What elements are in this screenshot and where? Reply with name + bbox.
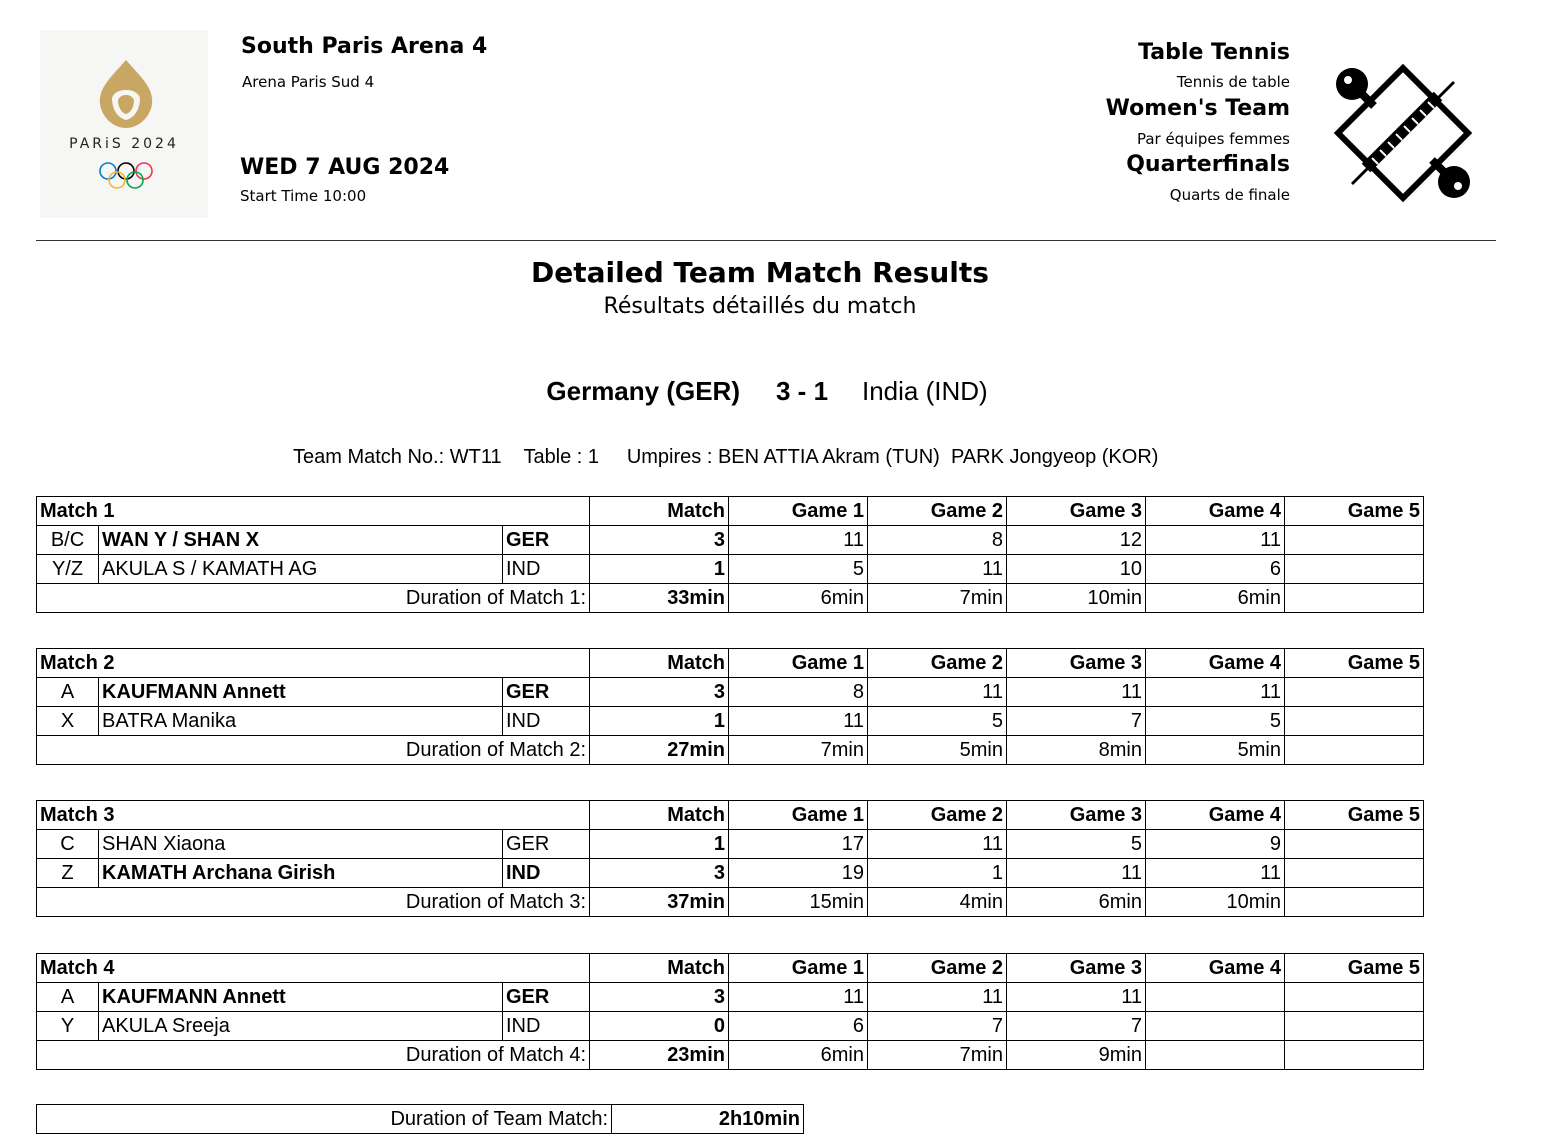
match-score: 0 — [590, 1012, 729, 1041]
game-5-score — [1285, 983, 1424, 1012]
game-3-score: 5 — [1007, 830, 1146, 859]
game-2-score: 11 — [868, 555, 1007, 584]
player-name: BATRA Manika — [99, 707, 503, 736]
header-game-3: Game 3 — [1007, 954, 1146, 983]
game-2-duration: 7min — [868, 584, 1007, 613]
game-2-score: 1 — [868, 859, 1007, 888]
away-team: India (IND) — [862, 376, 988, 406]
game-2-score: 11 — [868, 678, 1007, 707]
game-3-score: 7 — [1007, 1012, 1146, 1041]
game-1-score: 8 — [729, 678, 868, 707]
game-4-score — [1146, 983, 1285, 1012]
duration-label: Duration of Match 2: — [37, 736, 590, 765]
player-row — [37, 707, 1424, 736]
team-result — [0, 376, 1520, 412]
game-1-score: 19 — [729, 859, 868, 888]
game-3-duration: 10min — [1007, 584, 1146, 613]
game-3-score: 12 — [1007, 526, 1146, 555]
team-duration-value: 2h10min — [612, 1105, 804, 1134]
game-1-score: 11 — [729, 983, 868, 1012]
duration-label: Duration of Match 1: — [37, 584, 590, 613]
match-score: 3 — [590, 526, 729, 555]
game-2-score: 5 — [868, 707, 1007, 736]
match-table — [36, 496, 1424, 613]
sport-name: Table Tennis — [1138, 40, 1290, 65]
game-2-score: 11 — [868, 830, 1007, 859]
game-2-duration: 7min — [868, 1041, 1007, 1070]
header-game-1: Game 1 — [729, 801, 868, 830]
game-4-score: 6 — [1146, 555, 1285, 584]
logo-wordmark: PARiS 2024 — [69, 136, 179, 152]
player-row — [37, 983, 1424, 1012]
olympic-rings-icon — [98, 160, 154, 192]
game-5-score — [1285, 707, 1424, 736]
team-score: 3 - 1 — [776, 376, 829, 406]
duration-label: Duration of Match 4: — [37, 1041, 590, 1070]
player-nation: IND — [503, 1012, 590, 1041]
player-position: X — [37, 707, 99, 736]
player-name: KAUFMANN Annett — [99, 983, 503, 1012]
match-duration: 37min — [590, 888, 729, 917]
event-date: WED 7 AUG 2024 — [240, 155, 450, 180]
game-2-score: 7 — [868, 1012, 1007, 1041]
team-duration-row — [37, 1105, 804, 1134]
game-4-duration: 6min — [1146, 584, 1285, 613]
player-row — [37, 859, 1424, 888]
game-5-duration — [1285, 888, 1424, 917]
player-position: B/C — [37, 526, 99, 555]
match-header-row — [37, 954, 1424, 983]
match-table — [36, 800, 1424, 917]
player-row — [37, 678, 1424, 707]
game-3-score: 7 — [1007, 707, 1146, 736]
paris-2024-logo — [40, 30, 208, 218]
header-game-1: Game 1 — [729, 649, 868, 678]
player-position: A — [37, 983, 99, 1012]
game-1-duration: 15min — [729, 888, 868, 917]
header-game-5: Game 5 — [1285, 954, 1424, 983]
game-4-score: 5 — [1146, 707, 1285, 736]
match-label: Match 1 — [37, 497, 590, 526]
game-3-duration: 8min — [1007, 736, 1146, 765]
header-game-3: Game 3 — [1007, 801, 1146, 830]
team-duration-table — [36, 1104, 804, 1134]
match-duration: 23min — [590, 1041, 729, 1070]
game-5-duration — [1285, 584, 1424, 613]
match-score: 3 — [590, 678, 729, 707]
game-3-duration: 6min — [1007, 888, 1146, 917]
game-4-score: 11 — [1146, 859, 1285, 888]
sport-name-fr: Tennis de table — [1176, 73, 1290, 91]
game-3-score: 11 — [1007, 983, 1146, 1012]
match-table — [36, 953, 1424, 1070]
game-3-duration: 9min — [1007, 1041, 1146, 1070]
game-3-score: 10 — [1007, 555, 1146, 584]
player-name: KAMATH Archana Girish — [99, 859, 503, 888]
match-header-row — [37, 649, 1424, 678]
header-match: Match — [590, 801, 729, 830]
player-name: KAUFMANN Annett — [99, 678, 503, 707]
header-match: Match — [590, 954, 729, 983]
match-label: Match 4 — [37, 954, 590, 983]
player-nation: IND — [503, 859, 590, 888]
game-2-score: 11 — [868, 983, 1007, 1012]
header-game-3: Game 3 — [1007, 497, 1146, 526]
header-match: Match — [590, 649, 729, 678]
phase-name-fr: Quarts de finale — [1169, 186, 1290, 204]
player-name: SHAN Xiaona — [99, 830, 503, 859]
team-duration-label: Duration of Team Match: — [37, 1105, 612, 1134]
header-divider — [36, 240, 1496, 241]
game-5-score — [1285, 830, 1424, 859]
header-game-2: Game 2 — [868, 497, 1007, 526]
match-duration: 33min — [590, 584, 729, 613]
game-1-duration: 6min — [729, 1041, 868, 1070]
player-name: AKULA S / KAMATH AG — [99, 555, 503, 584]
duration-row — [37, 584, 1424, 613]
header-game-4: Game 4 — [1146, 649, 1285, 678]
header-game-4: Game 4 — [1146, 497, 1285, 526]
player-nation: GER — [503, 983, 590, 1012]
match-info-line: Team Match No.: WT11 Table : 1 Umpires : BEN ATTIA Akram (TUN) PARK Jongyeop (KOR) — [293, 446, 1159, 468]
start-time: Start Time 10:00 — [240, 187, 367, 205]
table-tennis-pictogram-icon — [1330, 60, 1476, 206]
paris-2024-emblem-icon — [92, 58, 160, 130]
player-name: WAN Y / SHAN X — [99, 526, 503, 555]
player-nation: IND — [503, 707, 590, 736]
player-name: AKULA Sreeja — [99, 1012, 503, 1041]
venue-name-fr: Arena Paris Sud 4 — [242, 73, 375, 91]
game-5-score — [1285, 526, 1424, 555]
header-game-2: Game 2 — [868, 649, 1007, 678]
game-5-score — [1285, 555, 1424, 584]
game-1-score: 6 — [729, 1012, 868, 1041]
player-row — [37, 555, 1424, 584]
player-row — [37, 830, 1424, 859]
player-position: Y — [37, 1012, 99, 1041]
match-header-row — [37, 497, 1424, 526]
player-row — [37, 526, 1424, 555]
game-5-duration — [1285, 736, 1424, 765]
game-2-duration: 4min — [868, 888, 1007, 917]
match-label: Match 3 — [37, 801, 590, 830]
duration-row — [37, 736, 1424, 765]
duration-row — [37, 1041, 1424, 1070]
game-4-score: 11 — [1146, 678, 1285, 707]
venue-name: South Paris Arena 4 — [241, 34, 488, 59]
game-2-duration: 5min — [868, 736, 1007, 765]
game-1-duration: 6min — [729, 584, 868, 613]
header-game-2: Game 2 — [868, 801, 1007, 830]
header-game-1: Game 1 — [729, 954, 868, 983]
match-score: 1 — [590, 707, 729, 736]
player-nation: IND — [503, 555, 590, 584]
match-score: 1 — [590, 555, 729, 584]
player-nation: GER — [503, 678, 590, 707]
match-score: 3 — [590, 859, 729, 888]
player-position: Z — [37, 859, 99, 888]
game-1-duration: 7min — [729, 736, 868, 765]
player-position: C — [37, 830, 99, 859]
game-2-score: 8 — [868, 526, 1007, 555]
player-position: Y/Z — [37, 555, 99, 584]
header-game-4: Game 4 — [1146, 801, 1285, 830]
player-nation: GER — [503, 526, 590, 555]
header-game-4: Game 4 — [1146, 954, 1285, 983]
match-score: 1 — [590, 830, 729, 859]
page-subtitle: Résultats détaillés du match — [603, 294, 917, 319]
match-duration: 27min — [590, 736, 729, 765]
header-match: Match — [590, 497, 729, 526]
game-4-duration: 10min — [1146, 888, 1285, 917]
game-1-score: 11 — [729, 707, 868, 736]
match-score: 3 — [590, 983, 729, 1012]
game-5-score — [1285, 678, 1424, 707]
game-4-score: 9 — [1146, 830, 1285, 859]
header-game-5: Game 5 — [1285, 801, 1424, 830]
game-3-score: 11 — [1007, 859, 1146, 888]
player-row — [37, 1012, 1424, 1041]
event-name-fr: Par équipes femmes — [1136, 130, 1290, 148]
game-5-duration — [1285, 1041, 1424, 1070]
header-game-3: Game 3 — [1007, 649, 1146, 678]
game-4-score: 11 — [1146, 526, 1285, 555]
game-1-score: 11 — [729, 526, 868, 555]
home-team: Germany (GER) — [546, 376, 740, 406]
player-position: A — [37, 678, 99, 707]
event-name: Women's Team — [1105, 96, 1290, 121]
game-5-score — [1285, 859, 1424, 888]
match-label: Match 2 — [37, 649, 590, 678]
header-game-2: Game 2 — [868, 954, 1007, 983]
game-5-score — [1285, 1012, 1424, 1041]
player-nation: GER — [503, 830, 590, 859]
game-4-score — [1146, 1012, 1285, 1041]
duration-row — [37, 888, 1424, 917]
game-4-duration: 5min — [1146, 736, 1285, 765]
phase-name: Quarterfinals — [1126, 152, 1290, 177]
game-3-score: 11 — [1007, 678, 1146, 707]
game-1-score: 17 — [729, 830, 868, 859]
header-game-5: Game 5 — [1285, 497, 1424, 526]
header-game-5: Game 5 — [1285, 649, 1424, 678]
page-title: Detailed Team Match Results — [531, 256, 989, 289]
header-game-1: Game 1 — [729, 497, 868, 526]
match-header-row — [37, 801, 1424, 830]
duration-label: Duration of Match 3: — [37, 888, 590, 917]
game-1-score: 5 — [729, 555, 868, 584]
match-table — [36, 648, 1424, 765]
game-4-duration — [1146, 1041, 1285, 1070]
